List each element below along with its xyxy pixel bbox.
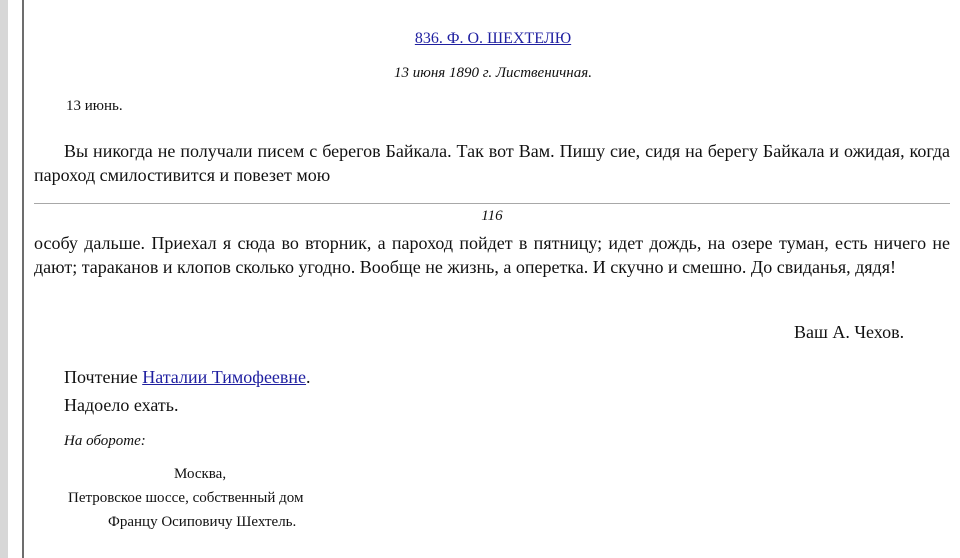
paragraph-2: особу дальше. Приехал я сюда во вторник, а пароход пойдет в пятницу; идет дождь, на озере туман, есть ничего не дают; тараканов и клопов сколько угодно. Вообще не жизнь, а оперетка. И скучно и смешно. До свиданья, дядя! (34, 233, 950, 277)
letter-heading (34, 30, 952, 48)
regards-line (64, 367, 311, 388)
regards-name-link[interactable]: Наталии Тимофеевне (142, 367, 307, 387)
page-break-rule (34, 203, 950, 204)
letter-date: 13 июнь. (66, 98, 123, 114)
regards-prefix: Почтение (64, 367, 143, 387)
address-line-1: Москва, (174, 466, 227, 482)
signature: Ваш А. Чехов. (794, 322, 905, 342)
letter-dateline: 13 июня 1890 г. Лиственичная. (394, 65, 592, 81)
regards-suffix: . (306, 367, 311, 387)
postscript-line: Надоело ехать. (64, 395, 179, 415)
left-border-rule (22, 0, 24, 558)
reverse-side-label: На обороте: (64, 433, 146, 449)
letter-page (34, 0, 952, 558)
address-line-2: Петровское шоссе, собственный дом (68, 490, 304, 506)
address-line-3: Францу Осиповичу Шехтель. (108, 514, 297, 530)
letter-heading-link[interactable]: 836. Ф. О. ШЕХТЕЛЮ (414, 30, 572, 47)
paragraph-1: Вы никогда не получали писем с берегов Байкала. Так вот Вам. Пишу сие, сидя на берегу Байкала и ожидая, когда пароход смилостивится и повезет мою (34, 141, 950, 185)
left-gutter (0, 0, 8, 558)
page-number: 116 (481, 208, 503, 224)
